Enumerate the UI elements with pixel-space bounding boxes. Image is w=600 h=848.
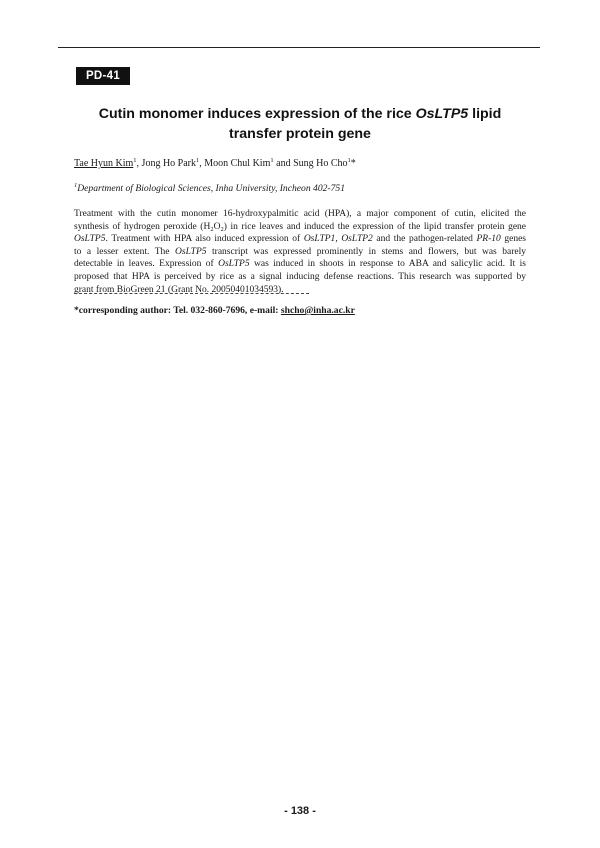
paper-title: [70, 104, 530, 144]
abstract-text: transcript was expressed prominently in stems and flowers, but was barely: [206, 246, 527, 257]
gene-name: PR-10: [476, 234, 501, 245]
abstract-text: grant from BioGreen 21 (Grant No. 20050401034593).: [74, 284, 284, 295]
top-rule: [58, 47, 540, 48]
abstract-text: proposed that HPA is perceived by rice as a signal inducing defense reactions. This research was supported by: [74, 271, 526, 282]
affiliation: [74, 182, 345, 196]
abstract-text: . Treatment with HPA also induced expression of: [105, 234, 304, 245]
abstract-text: ,: [335, 234, 342, 245]
gene-name: OsLTP5: [218, 259, 250, 270]
gene-name: OsLTP2: [341, 234, 373, 245]
email-link[interactable]: shcho@inha.ac.kr: [280, 305, 355, 316]
abstract-line: [74, 246, 526, 259]
abstract-text: and the pathogen-related: [372, 234, 477, 245]
gene-name: OsLTP5: [74, 234, 106, 245]
abstract-line: [74, 221, 526, 234]
title-text: lipid: [468, 106, 502, 122]
session-badge: PD-41: [76, 67, 130, 85]
title-gene-name: OsLTP5: [415, 106, 469, 122]
author-affiliation-mark: 1: [196, 157, 200, 164]
abstract-text: O: [213, 221, 221, 232]
abstract-text: detectable in leaves. Expression of: [74, 259, 219, 270]
author-separator: ,: [136, 158, 142, 169]
abstract: [74, 208, 526, 296]
gene-name: OsLTP5: [175, 246, 207, 257]
abstract-text: Treatment with the cutin monomer 16-hydroxypalmitic acid (HPA), a major component of cutin, elicited the: [74, 209, 526, 219]
abstract-text: to a lesser extent. The: [74, 246, 176, 257]
affiliation-text: Department of Biological Sciences, Inha University, Incheon 402-751: [77, 183, 346, 194]
abstract-text: was induced in shoots in response to ABA and salicylic acid. It is: [249, 259, 526, 270]
subscript: 2: [210, 225, 214, 233]
affiliation-mark: 1: [74, 182, 78, 189]
author-name: Sung Ho Cho: [293, 158, 348, 169]
corresponding-mark: *: [350, 158, 356, 169]
abstract-line: [74, 258, 526, 271]
title-text: Cutin monomer induces expression of the rice: [98, 106, 416, 122]
author-name: Tae Hyun Kim: [74, 158, 134, 169]
author-affiliation-mark: 1: [347, 157, 351, 164]
subscript: 2: [220, 225, 224, 233]
abstract-line: [74, 284, 526, 297]
title-line-1: [70, 104, 530, 124]
abstract-line: [74, 271, 526, 284]
abstract-text: synthesis of hydrogen peroxide (H: [74, 221, 211, 232]
author-separator: ,: [199, 158, 205, 169]
abstract-line: [74, 208, 526, 221]
abstract-line: [74, 233, 526, 246]
author-affiliation-mark: 1: [270, 157, 274, 164]
author-name: Moon Chul Kim: [204, 158, 271, 169]
author-separator: and: [273, 158, 294, 169]
author-list: [74, 157, 356, 171]
corresponding-author: [74, 305, 355, 317]
page-number: - 138 -: [284, 805, 316, 817]
abstract-text: ) in rice leaves and induced the expression of the lipid transfer protein gene: [223, 221, 527, 232]
author-affiliation-mark: 1: [133, 157, 137, 164]
gene-name: OsLTP1: [303, 234, 336, 245]
abstract-text: genes: [500, 234, 527, 245]
title-line-2: transfer protein gene: [229, 126, 371, 142]
author-name: Jong Ho Park: [141, 158, 196, 169]
dashed-divider: [74, 293, 309, 294]
corresponding-author-label: *corresponding author: Tel. 032-860-7696, e-mail:: [74, 305, 281, 316]
